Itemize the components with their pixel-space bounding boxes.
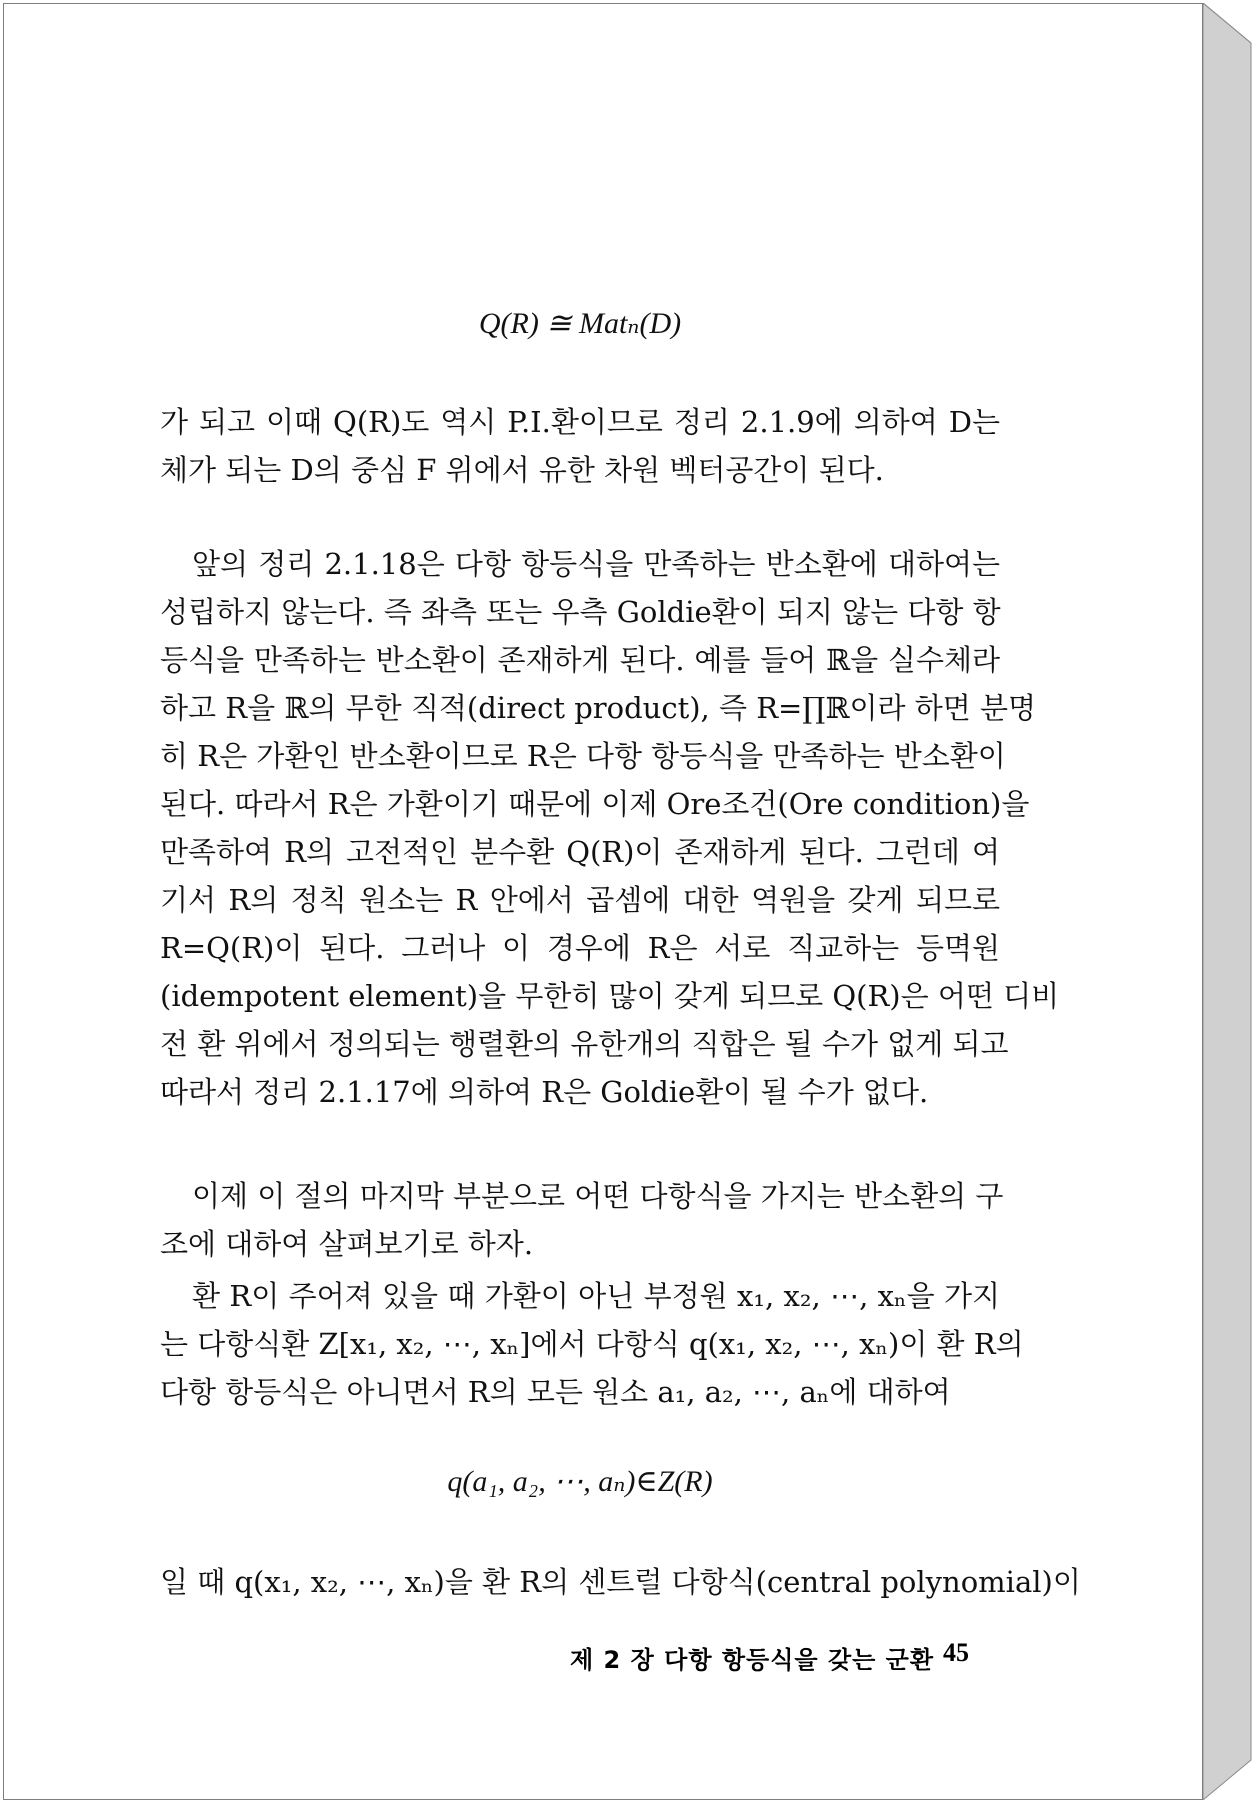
display-equation-2: q(a₁, a₂, ⋯, aₙ)∈Z(R) <box>447 1465 713 1498</box>
paragraph-1 <box>160 398 1000 494</box>
text-line: 성립하지 않는다. 즉 좌측 또는 우측 Goldie환이 되지 않는 다항 항 <box>160 595 1001 629</box>
text-line: 따라서 정리 2.1.17에 의하여 R은 Goldie환이 될 수가 없다. <box>160 1075 929 1109</box>
text-line: 만족하여 R의 고전적인 분수환 Q(R)이 존재하게 된다. 그런데 여 <box>160 835 1000 869</box>
display-equation-1: Q(R) ≅ Matₙ(D) <box>478 307 682 340</box>
page-edge-shadow <box>1203 3 1253 1800</box>
text-line: 환 R이 주어져 있을 때 가환이 아닌 부정원 x₁, x₂, ⋯, xₙ을 가지 <box>192 1279 1000 1313</box>
text-line: 기서 R의 정칙 원소는 R 안에서 곱셈에 대한 역원을 갖게 되므로 <box>160 883 1000 917</box>
paragraph-2 <box>160 540 1060 1116</box>
text-line: 된다. 따라서 R은 가환이기 때문에 이제 Ore조건(Ore condition)을 <box>160 787 1030 821</box>
text-line: 가 되고 이때 Q(R)도 역시 P.I.환이므로 정리 2.1.9에 의하여 D는 <box>160 405 1000 439</box>
text-line: 하고 R을 ℝ의 무한 직적(direct product), 즉 R=∏ℝ이라 하면 분명 <box>160 691 1037 725</box>
text-line: 는 다항식환 Z[x₁, x₂, ⋯, xₙ]에서 다항식 q(x₁, x₂, ⋯, xₙ)이 환 R의 <box>160 1327 1024 1361</box>
running-footer-title: 제 2 장 다항 항등식을 갖는 군환 <box>570 1646 935 1674</box>
page-number: 45 <box>943 1638 969 1667</box>
text-line: 다항 항등식은 아니면서 R의 모든 원소 a₁, a₂, ⋯, aₙ에 대하여 <box>160 1375 951 1409</box>
text-line: 이제 이 절의 마지막 부분으로 어떤 다항식을 가지는 반소환의 구 <box>192 1179 1004 1213</box>
text-line: 앞의 정리 2.1.18은 다항 항등식을 만족하는 반소환에 대하여는 <box>192 547 1000 581</box>
paragraph-5 <box>160 1558 1081 1606</box>
text-line: 조에 대하여 살펴보기로 하자. <box>160 1227 534 1261</box>
text-line: 체가 되는 D의 중심 F 위에서 유한 차원 벡터공간이 된다. <box>160 453 884 487</box>
paragraph-3 <box>160 1172 1004 1268</box>
text-line: R=Q(R)이 된다. 그러나 이 경우에 R은 서로 직교하는 등멱원 <box>160 931 1000 965</box>
text-line: (idempotent element)을 무한히 많이 갖게 되므로 Q(R)은 어떤 디비 <box>160 979 1060 1013</box>
text-line: 일 때 q(x₁, x₂, ⋯, xₙ)을 환 R의 센트럴 다항식(central polynomial)이 <box>160 1565 1081 1599</box>
paragraph-4 <box>160 1272 1024 1416</box>
text-line: 등식을 만족하는 반소환이 존재하게 된다. 예를 들어 ℝ을 실수체라 <box>160 643 1000 677</box>
text-line: 전 환 위에서 정의되는 행렬환의 유한개의 직합은 될 수가 없게 되고 <box>160 1027 1009 1061</box>
text-line: 히 R은 가환인 반소환이므로 R은 다항 항등식을 만족하는 반소환이 <box>160 739 1006 773</box>
